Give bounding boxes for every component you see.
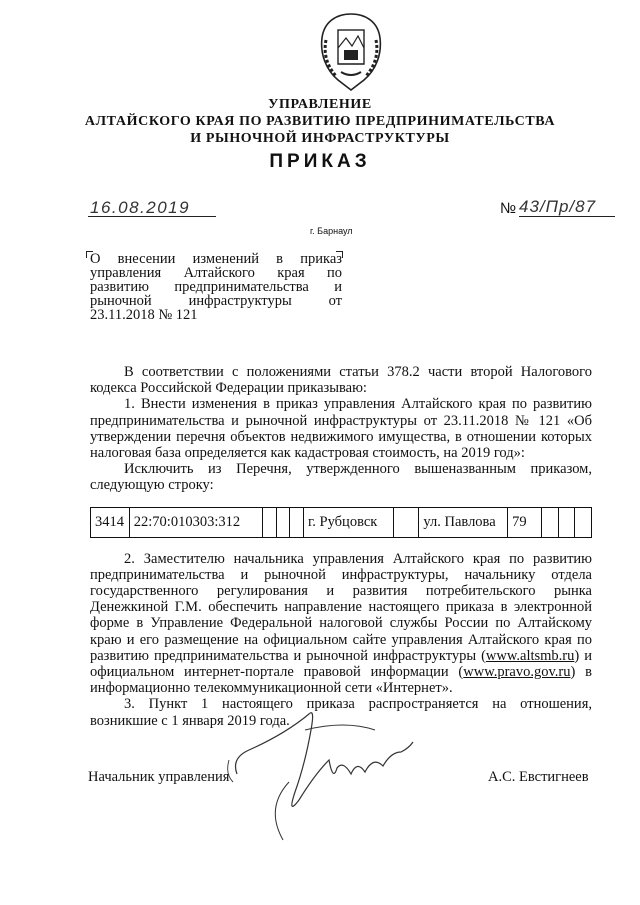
- excluded-row-table: [90, 507, 592, 538]
- order-number: 43/Пр/87: [519, 197, 597, 216]
- header-line-2: АЛТАЙСКОГО КРАЯ ПО РАЗВИТИЮ ПРЕДПРИНИМАТЕЛЬСТВА: [84, 114, 556, 129]
- paragraph-2-text-b: ) и официальном интернет-портале правовой информации (: [90, 647, 592, 681]
- paragraph-2-text-a: 2. Заместителю начальника управления Алтайского края по развитию предпринимательства и рыночной инфраструктуры, начальнику отдела государственного регулирования и развития потребительского рынка Денежкиной Г.М. обеспечить направление настоящего приказа в электронной форме в Управление Федеральной налоговой службы России по Алтайскому краю и его размещение на официальном сайте управления Алтайского края по развитию предпринимательства и рыночной инфраструктуры (: [90, 550, 592, 664]
- order-date: 16.08.2019: [90, 198, 191, 217]
- table-cell: 3414: [91, 507, 130, 537]
- table-cell: [290, 507, 304, 537]
- signer-role: Начальник управления: [88, 769, 230, 785]
- document-type: ПРИКАЗ: [269, 151, 371, 172]
- altsmb-link[interactable]: www.altsmb.ru: [485, 647, 575, 664]
- paragraph-1b: Исключить из Перечня, утвержденного вышеназванным приказом, следующую строку:: [90, 461, 592, 494]
- header-line-3: И РЫНОЧНОЙ ИНФРАСТРУКТУРЫ: [190, 131, 450, 146]
- pravo-link[interactable]: www.pravo.gov.ru: [463, 664, 571, 681]
- table-cell: [558, 507, 575, 537]
- handwritten-signature: [225, 690, 425, 860]
- table-cell: [541, 507, 558, 537]
- date-underline: [88, 216, 216, 217]
- table-cell: 22:70:010303:312: [129, 507, 262, 537]
- paragraph-1: 1. Внести изменения в приказ управления Алтайского края по развитию предпринимательства и рыночной инфраструктуры от 23.11.2018 № 121 «Об утверждении перечня объектов недвижимого имущества, в отношении которых налоговая база определяется как кадастровая стоимость, на 2019 год»:: [90, 396, 592, 462]
- coat-of-arms-emblem: [316, 10, 386, 94]
- table-cell: 79: [508, 507, 542, 537]
- signer-name: А.С. Евстигнеев: [488, 769, 589, 785]
- city: г. Барнаул: [310, 226, 353, 236]
- paragraph-3: 3. Пункт 1 настоящего приказа распространяется на отношения, возникшие с 1 января 2019 года.: [90, 696, 592, 729]
- paragraph-2: [90, 551, 592, 697]
- table-row: [91, 507, 592, 537]
- table-cell: ул. Павлова: [419, 507, 508, 537]
- table-cell: [393, 507, 419, 537]
- header-line-1: УПРАВЛЕНИЕ: [268, 97, 372, 112]
- number-underline: [519, 216, 615, 217]
- number-label: №: [500, 200, 517, 217]
- table-cell: [575, 507, 592, 537]
- order-subject: О внесении изменений в приказ управления Алтайского края по развитию предпринимательства и рыночной инфраструктуры от 23.11.2018 № 121: [90, 251, 342, 323]
- table-cell: [276, 507, 290, 537]
- paragraph-2-text-c: ) в информационно телекоммуникационной сети «Интернет».: [90, 664, 592, 697]
- table-cell: [263, 507, 277, 537]
- intro-paragraph: В соответствии с положениями статьи 378.2 части второй Налогового кодекса Российской Федерации приказываю:: [90, 364, 592, 397]
- order-body: [90, 364, 592, 729]
- table-cell: г. Рубцовск: [304, 507, 394, 537]
